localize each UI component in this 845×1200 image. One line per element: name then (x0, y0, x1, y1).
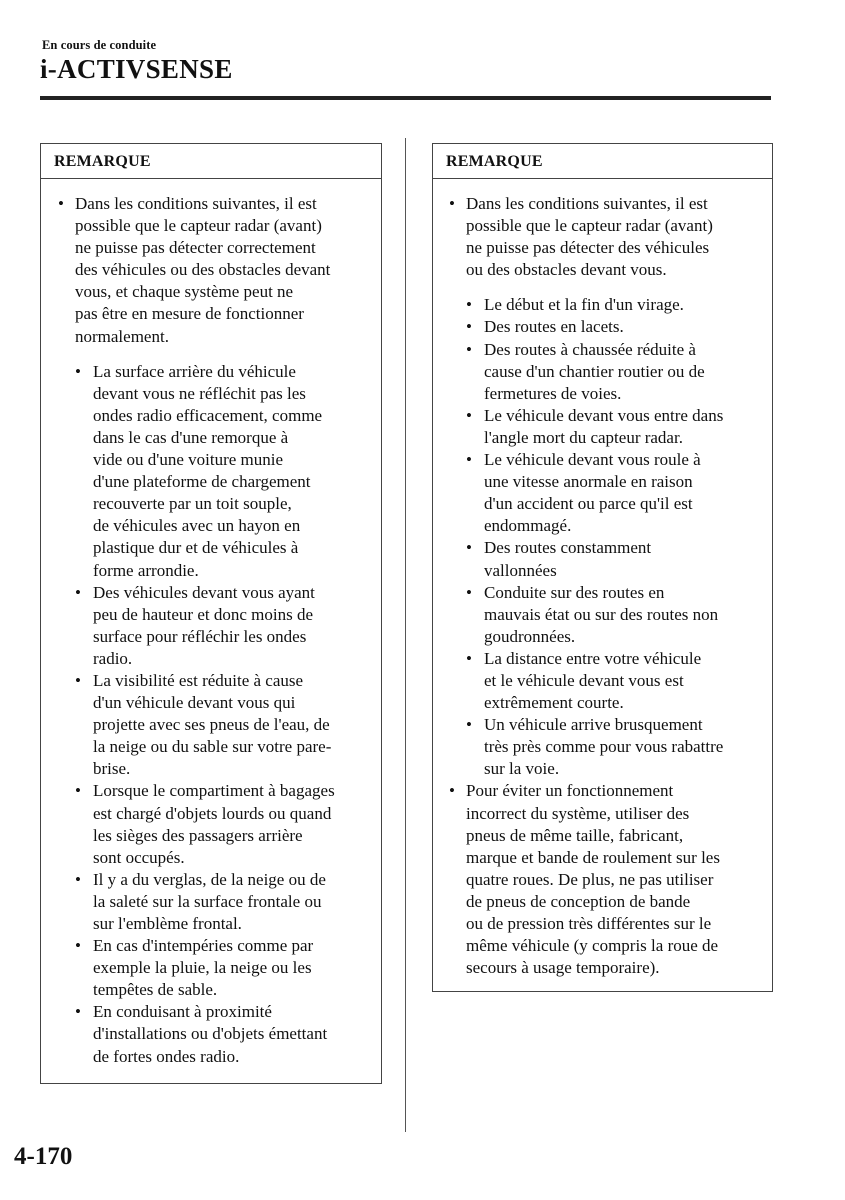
text-line: même véhicule (y compris la roue de (466, 936, 719, 956)
bullet-dot: • (75, 936, 81, 956)
text-line: En conduisant à proximité (93, 1002, 272, 1022)
condition-list (448, 294, 766, 780)
text-line: Des routes en lacets. (484, 317, 624, 337)
text-line: La visibilité est réduite à cause (93, 670, 304, 690)
text-line: Conduite sur des routes en (484, 582, 665, 602)
text-line: secours à usage temporaire). (466, 958, 660, 978)
text-line: d'un véhicule devant vous qui (93, 693, 296, 713)
list-item (57, 582, 375, 670)
text-line: Pour éviter un fonctionnement (466, 781, 674, 801)
bullet-dot: • (466, 405, 472, 425)
list-item (448, 537, 766, 581)
tire-bullet (448, 780, 766, 979)
text-line: forme arrondie. (93, 560, 199, 580)
list-item (448, 294, 766, 316)
text-line: extrêmement courte. (484, 693, 624, 713)
text-line: peu de hauteur et donc moins de (93, 604, 313, 624)
intro-bullet (57, 193, 375, 348)
text-line: pas être en mesure de fonctionner (75, 304, 304, 324)
list-item (57, 869, 375, 935)
list-item (448, 449, 766, 537)
bullet-dot: • (449, 781, 455, 801)
text-line: de fortes ondes radio. (93, 1046, 240, 1066)
bullet-dot: • (58, 194, 64, 213)
intro-bullet (448, 193, 766, 281)
text-line: Dans les conditions suivantes, il est (466, 194, 708, 213)
text-line: les sièges des passagers arrière (93, 825, 303, 845)
bullet-dot: • (449, 194, 455, 213)
text-line: d'une plateforme de chargement (93, 472, 311, 492)
text-line: fermetures de voies. (484, 383, 622, 403)
bullet-dot: • (466, 450, 472, 470)
text-line: goudronnées. (484, 626, 576, 646)
list-item (448, 339, 766, 405)
text-line: et le véhicule devant vous est (484, 670, 684, 690)
text-line: La distance entre votre véhicule (484, 648, 702, 668)
text-line: quatre roues. De plus, ne pas utiliser (466, 869, 714, 889)
note-body (433, 179, 772, 979)
list-item (448, 405, 766, 449)
bullet-dot: • (466, 339, 472, 359)
text-line: Dans les conditions suivantes, il est (75, 194, 317, 213)
text-line: vide ou d'une voiture munie (93, 450, 284, 470)
text-line: cause d'un chantier routier ou de (484, 361, 705, 381)
list-item (448, 582, 766, 648)
text-line: plastique dur et de véhicules à (93, 538, 299, 558)
text-line: radio. (93, 648, 133, 668)
text-line: l'angle mort du capteur radar. (484, 427, 683, 447)
text-line: Des routes à chaussée réduite à (484, 339, 696, 359)
text-line: sur l'emblème frontal. (93, 914, 242, 933)
text-line: marque et bande de roulement sur les (466, 847, 720, 867)
text-line: vallonnées (484, 560, 557, 580)
text-line: ondes radio efficacement, comme (93, 405, 323, 425)
bullet-dot: • (466, 648, 472, 668)
text-line: dans le cas d'une remorque à (93, 427, 289, 447)
page-number: 4-170 (14, 1143, 73, 1170)
text-line: possible que le capteur radar (avant) (466, 216, 713, 236)
text-line: Le début et la fin d'un virage. (484, 295, 684, 315)
text-line: recouverte par un toit souple, (93, 494, 292, 514)
text-line: En cas d'intempéries comme par (93, 936, 314, 956)
bullet-dot: • (75, 670, 81, 690)
text-line: sur la voie. (484, 759, 560, 779)
text-line: endommagé. (484, 516, 572, 536)
list-item (57, 1001, 375, 1067)
list-item (448, 714, 766, 780)
text-line: ou de pression très différentes sur le (466, 914, 712, 933)
text-line: de véhicules avec un hayon en (93, 516, 301, 536)
text-line: d'un accident ou parce qu'il est (484, 494, 693, 514)
text-line: vous, et chaque système peut ne (75, 282, 294, 302)
list-item (57, 780, 375, 868)
bullet-dot: • (466, 317, 472, 337)
note-heading: REMARQUE (41, 144, 381, 179)
text-line: projette avec ses pneus de l'eau, de (93, 715, 330, 735)
list-item (57, 670, 375, 780)
section-label: En cours de conduite (42, 38, 157, 52)
text-line: ou des obstacles devant vous. (466, 260, 667, 280)
text-line: possible que le capteur radar (avant) (75, 216, 322, 236)
header-rule (40, 96, 771, 100)
text-line: tempêtes de sable. (93, 980, 218, 1000)
text-line: La surface arrière du véhicule (93, 361, 296, 381)
bullet-dot: • (75, 781, 81, 801)
text-line: normalement. (75, 326, 169, 346)
bullet-dot: • (75, 1002, 81, 1022)
text-line: Le véhicule devant vous entre dans (484, 405, 724, 425)
text-line: Lorsque le compartiment à bagages (93, 781, 335, 801)
bullet-dot: • (75, 582, 81, 602)
text-line: est chargé d'objets lourds ou quand (93, 803, 332, 823)
text-line: Un véhicule arrive brusquement (484, 715, 703, 735)
bullet-dot: • (75, 361, 81, 381)
text-line: ne puisse pas détecter des véhicules (466, 238, 710, 258)
text-line: la saleté sur la surface frontale ou (93, 891, 322, 911)
text-line: sont occupés. (93, 847, 185, 867)
text-line: incorrect du système, utiliser des (466, 803, 690, 823)
chapter-title: i-ACTIVSENSE (40, 54, 233, 84)
bullet-dot: • (466, 582, 472, 602)
condition-list (57, 361, 375, 1068)
text-line: très près comme pour vous rabattre (484, 737, 724, 757)
bullet-dot: • (466, 295, 472, 315)
left-note-box (40, 143, 382, 1084)
text-line: des véhicules ou des obstacles devant (75, 260, 331, 280)
note-heading: REMARQUE (433, 144, 772, 179)
text-line: la neige ou du sable sur votre pare- (93, 737, 332, 757)
bullet-dot: • (466, 538, 472, 558)
column-divider (405, 138, 406, 1132)
bullet-dot: • (466, 715, 472, 735)
text-line: brise. (93, 759, 131, 779)
list-item (57, 361, 375, 582)
list-item (448, 316, 766, 338)
bullet-dot: • (75, 869, 81, 889)
text-line: surface pour réfléchir les ondes (93, 626, 307, 646)
text-line: Il y a du verglas, de la neige ou de (93, 869, 326, 889)
text-line: Des routes constamment (484, 538, 652, 558)
list-item (448, 648, 766, 714)
text-line: d'installations ou d'objets émettant (93, 1024, 328, 1044)
text-line: Le véhicule devant vous roule à (484, 450, 701, 470)
text-line: de pneus de conception de bande (466, 891, 691, 911)
text-line: une vitesse anormale en raison (484, 472, 693, 492)
right-note-box (432, 143, 773, 992)
text-line: devant vous ne réfléchit pas les (93, 383, 306, 403)
text-line: Des véhicules devant vous ayant (93, 582, 315, 602)
text-line: pneus de même taille, fabricant, (466, 825, 684, 845)
list-item (57, 935, 375, 1001)
text-line: ne puisse pas détecter correctement (75, 238, 316, 258)
note-body (41, 179, 381, 1068)
text-line: mauvais état ou sur des routes non (484, 604, 719, 624)
text-line: exemple la pluie, la neige ou les (93, 958, 312, 978)
